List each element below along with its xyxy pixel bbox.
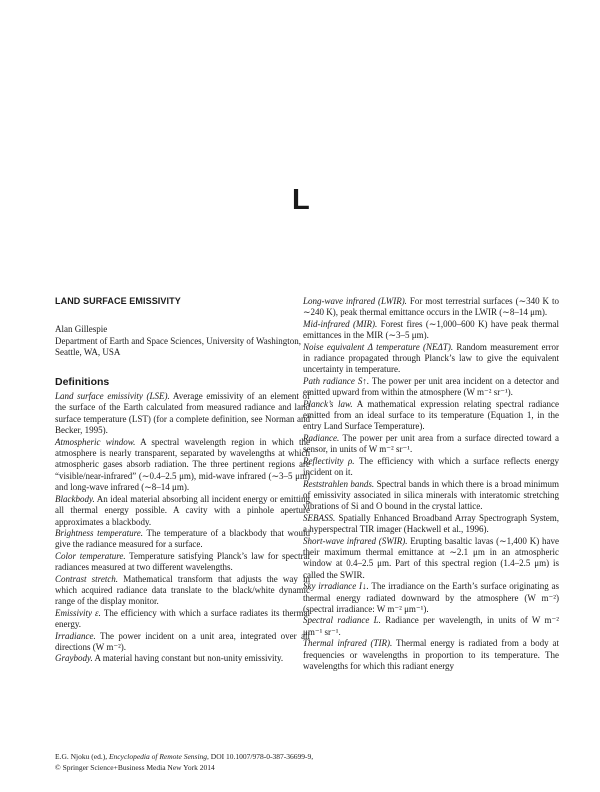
footer-citation: [55, 752, 313, 763]
definition-item: [55, 494, 310, 528]
author-affiliation: Department of Earth and Space Sciences, University of Washington, Seattle, WA, USA: [55, 335, 302, 358]
definition-item: [303, 296, 559, 319]
definition-text: The efficiency with which a surface radiates its thermal energy.: [55, 607, 311, 630]
footer-doi: , DOI 10.1007/978-0-387-36699-9,: [207, 752, 314, 761]
chapter-letter: L: [292, 184, 310, 216]
definition-text: Random measurement error in radiance propagated through Planck’s law to give the equivalent uncertainty in temperature.: [303, 341, 559, 375]
author-name: Alan Gillespie: [55, 324, 108, 335]
footer: [55, 752, 313, 773]
definition-term: Color temperature.: [55, 550, 126, 561]
definition-term: SEBASS.: [303, 512, 336, 523]
definition-term: Planck’s law.: [303, 398, 353, 409]
definition-term: Thermal infrared (TIR).: [303, 638, 393, 649]
definition-text: A material having constant but non-unity emissivity.: [92, 653, 284, 664]
definition-term: Land surface emissivity (LSE).: [55, 391, 170, 402]
definition-text: The efficiency with which a surface reflects energy incident on it.: [303, 455, 559, 478]
definition-term: Blackbody.: [55, 493, 95, 504]
definition-text: Average emissivity of an element of the surface of the Earth calculated from measured radiance and land surface temperature (LST) (for a complete definition, see Norman and Becker, 1995).: [55, 391, 310, 436]
definition-text: Radiance per wavelength, in units of W m⁻² μm⁻¹ sr⁻¹.: [303, 615, 560, 637]
definition-item: [303, 319, 559, 342]
definition-text: For most terrestrial surfaces (∼340 K to ∼240 K), peak thermal emittance occurs in the LWIR (∼8–14 μm).: [303, 296, 559, 318]
definition-text: The power per unit area from a surface directed toward a sensor, in units of W m⁻² sr⁻¹.: [303, 432, 559, 455]
definitions-heading: Definitions: [55, 375, 110, 388]
definition-term: Spectral radiance L.: [303, 615, 381, 626]
definition-item: [303, 399, 559, 433]
definition-text: Spatially Enhanced Broadband Array Spectrograph System, a hyperspectral TIR imager (Hackwell et al., 1996).: [303, 512, 559, 535]
definition-item: [303, 433, 559, 456]
definition-term: Long-wave infrared (LWIR).: [303, 296, 407, 306]
entry-title: LAND SURFACE EMISSIVITY: [55, 296, 181, 306]
definition-item: [303, 376, 559, 399]
definition-term: Brightness temperature.: [55, 527, 144, 538]
definition-item: [55, 391, 310, 437]
definition-item: [55, 551, 310, 574]
definition-text: Temperature satisfying Planck’s law for spectral radiances measured at two different wavelengths.: [55, 550, 310, 573]
definition-item: [303, 638, 559, 672]
definition-item: [303, 342, 559, 376]
definition-item: [55, 653, 310, 664]
definition-item: [55, 631, 310, 654]
definition-item: [55, 608, 310, 631]
definition-term: Emissivity ε.: [55, 607, 101, 618]
definition-item: [303, 536, 559, 582]
definition-text: A spectral wavelength region in which the atmosphere is nearly transparent, separated by wavelengths at which atmospheric gases absorb radiation. The three pertinent regions are “visible/near-infrared” (∼0.4–2.5 μm), mid-wave infrared (∼3–5 μm) and long-wave infrared (∼8–14 μm).: [55, 436, 310, 493]
definition-text: The power incident on a unit area, integrated over all directions (W m⁻²).: [55, 630, 310, 652]
definition-text: Erupting basaltic lavas (∼1,400 K) have their maximum thermal emittance at ∼2.1 μm in an atmospheric window at 0.4–2.5 μm. Part of this spectral region (1.4–2.5 μm) is called the SWIR.: [303, 535, 559, 580]
definition-text: A mathematical expression relating spectral radiance emitted from an ideal surface to its temperature (Equation 1, in the entry Land Surface Temperature).: [303, 398, 559, 432]
definition-item: [303, 581, 559, 615]
definition-item: [303, 513, 559, 536]
definition-item: [303, 456, 559, 479]
footer-copyright: © Springer Science+Business Media New York 2014: [55, 762, 215, 772]
definition-text: Thermal energy is radiated from a body at frequencies or wavelengths in proportion to its temperature. The wavelengths for which this radiant energy: [303, 638, 559, 671]
footer-editors: E.G. Njoku (ed.),: [55, 752, 109, 761]
definition-item: [303, 615, 559, 638]
left-definitions-list: [55, 391, 310, 665]
definition-term: Reflectivity ρ.: [303, 455, 355, 466]
definition-term: Reststrahlen bands.: [303, 478, 375, 489]
definition-text: An ideal material absorbing all incident energy or emitting all thermal energy possible. A cavity with a pinhole aperture approximates a blackbody.: [55, 493, 310, 527]
definition-term: Radiance.: [303, 432, 340, 443]
definition-term: Irradiance.: [55, 630, 96, 641]
definition-term: Contrast stretch.: [55, 573, 119, 584]
definition-text: Mathematical transform that adjusts the way in which acquired radiance data translate to the black/white dynamic range of the display monitor.: [55, 573, 310, 607]
definition-term: Graybody.: [55, 653, 93, 664]
footer-book-title: Encyclopedia of Remote Sensing: [108, 752, 208, 761]
definition-item: [55, 528, 310, 551]
definition-term: Mid-infrared (MIR).: [303, 318, 378, 329]
definition-text: Forest fires (∼1,000–600 K) have peak thermal emittances in the MIR (∼3–5 μm).: [303, 318, 559, 341]
definition-term: Atmospheric window.: [55, 436, 136, 447]
right-column: [303, 296, 559, 672]
definition-item: [303, 479, 559, 513]
definition-text: The power per unit area incident on a detector and emitted upward from within the atmosphere (W m⁻² sr⁻¹).: [303, 375, 559, 398]
left-column: [55, 296, 310, 665]
definition-item: [55, 437, 310, 494]
definition-text: Spectral bands in which there is a broad minimum of emissivity associated in silica minerals with interatomic stretching vibrations of Si and O bound in the crystal lattice.: [303, 478, 559, 512]
definition-term: Noise equivalent Δ temperature (NEΔT).: [303, 341, 454, 352]
right-definitions-list: [303, 296, 559, 672]
definition-text: The irradiance on the Earth’s surface originating as thermal energy radiated downward by the atmosphere (W m⁻²) (spectral irradiance: W m⁻² μm⁻¹).: [303, 581, 559, 614]
definition-term: Short-wave infrared (SWIR).: [303, 535, 408, 546]
definition-text: The temperature of a blackbody that would give the radiance measured for a surface.: [55, 527, 311, 550]
definition-term: Sky irradiance I↓.: [303, 581, 369, 592]
definition-item: [55, 574, 310, 608]
definition-term: Path radiance S↑.: [303, 375, 370, 386]
